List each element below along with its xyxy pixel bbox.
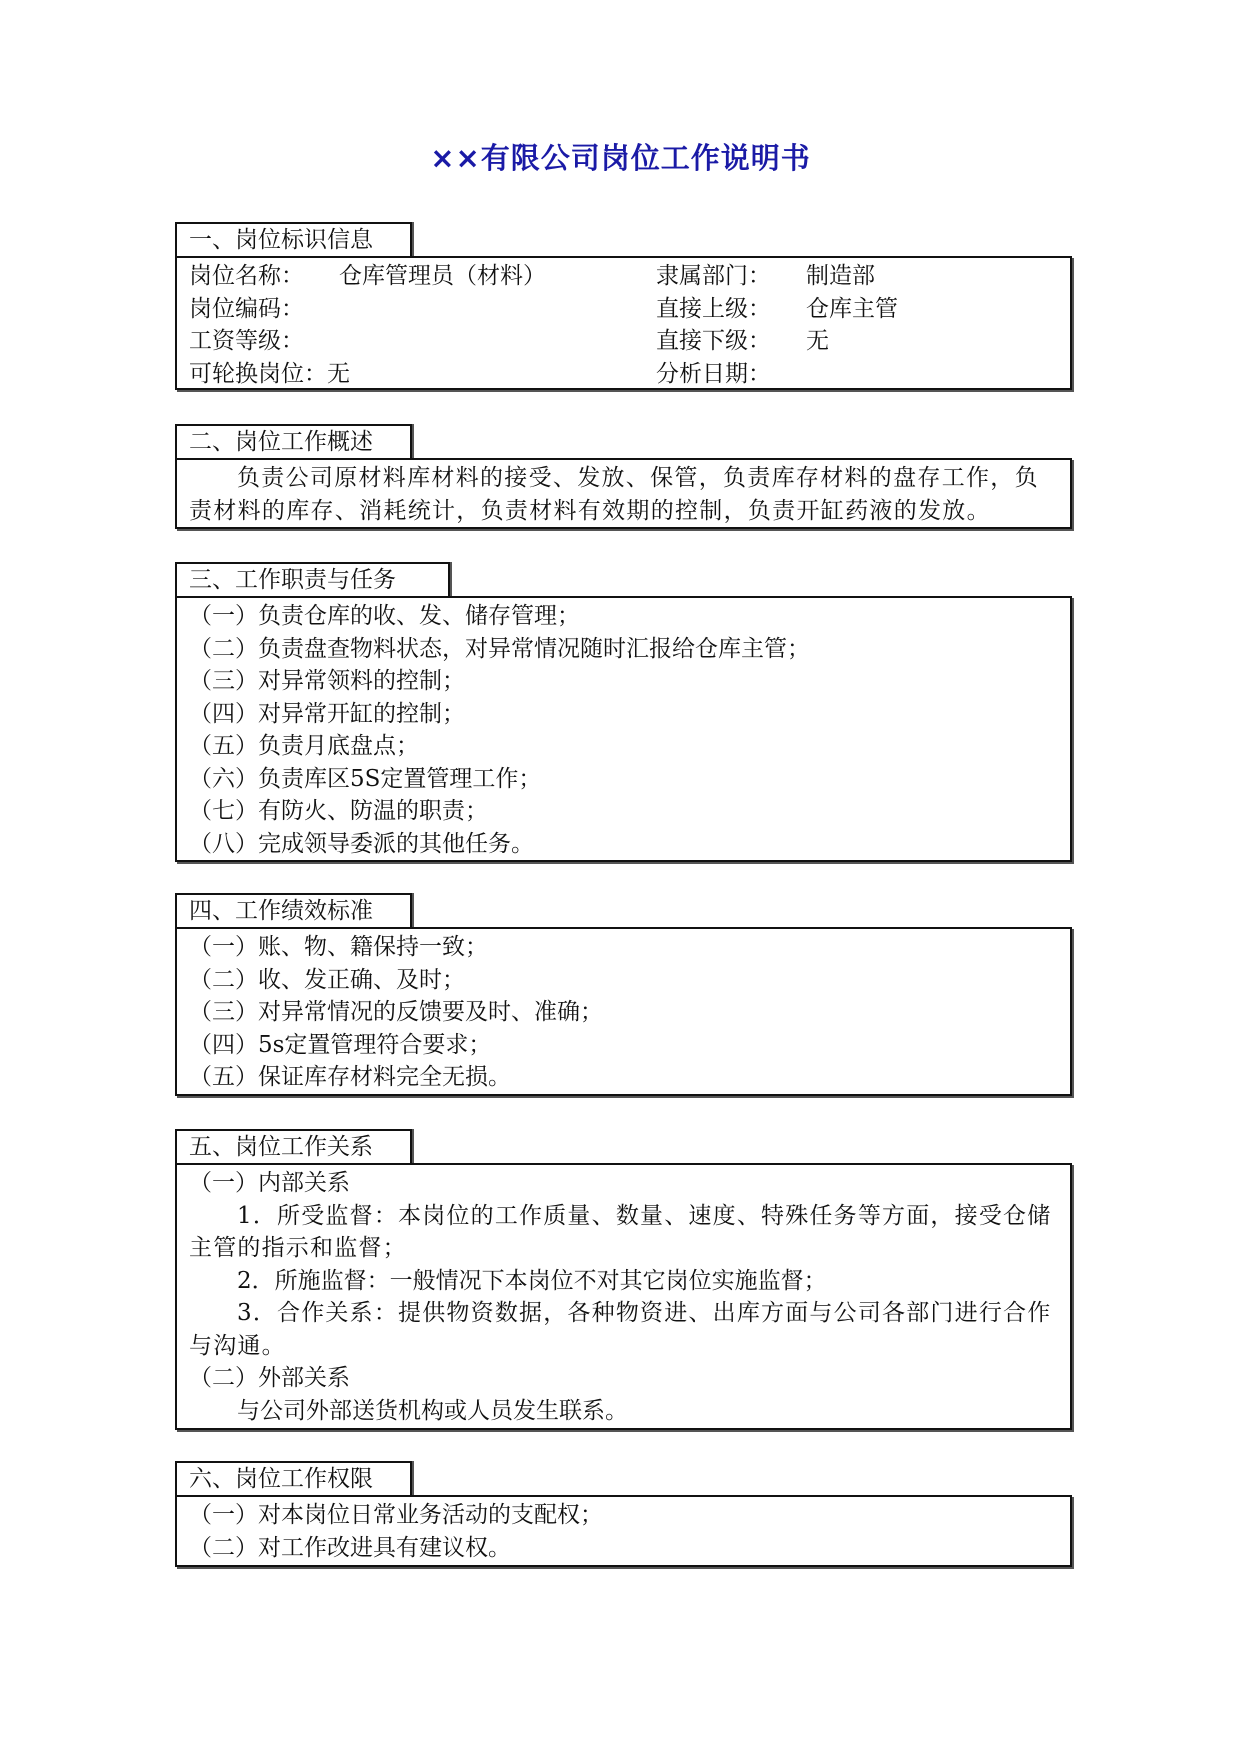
field-label: 隶属部门： [656,263,771,289]
field-value: 仓库主管 [806,295,898,322]
standard-item: （一）账、物、籍保持一致； [189,934,488,960]
duty-item: （一）负责仓库的收、发、储存管理； [189,603,580,629]
section-6-box [175,1495,1072,1567]
duty-item: （四）对异常开缸的控制； [189,700,465,727]
relation-paragraph: 与公司外部送货机构或人员发生联系。 [237,1397,628,1424]
section-5-box [175,1163,1072,1430]
duty-item: （七）有防火、防温的职责； [189,798,488,824]
field-label: 直接上级： [656,295,771,322]
section-3-box [175,596,1072,862]
section-3-heading: 三、工作职责与任务 [175,562,450,597]
section-1-heading: 一、岗位标识信息 [175,222,412,257]
info-row [189,325,1058,358]
authority-item: （二）对工作改进具有建议权。 [189,1534,511,1561]
info-row [189,293,1058,326]
authority-item: （一）对本岗位日常业务活动的支配权； [189,1502,603,1528]
field-label: 工资等级： [189,328,304,354]
info-row [189,260,1058,293]
duty-item: （八）完成领导委派的其他任务。 [189,830,534,857]
summary-paragraph: 负责公司原材料库材料的接受、发放、保管，负责库存材料的盘存工作，负责材料的库存、消耗统计，负责材料有效期的控制，负责开缸药液的发放。 [189,465,1039,524]
field-label: 岗位名称： [189,263,304,289]
section-2-heading: 二、岗位工作概述 [175,424,412,459]
duty-item: （二）负责盘查物料状态，对异常情况随时汇报给仓库主管； [189,635,810,662]
relation-heading-internal: （一）内部关系 [189,1170,350,1196]
duty-item: （三）对异常领料的控制； [189,668,465,694]
standard-item: （五）保证库存材料完全无损。 [189,1064,511,1090]
section-4-box [175,927,1072,1096]
relation-paragraph: 2．所施监督：一般情况下本岗位不对其它岗位实施监督； [237,1267,827,1294]
section-4-heading: 四、工作绩效标准 [175,893,412,928]
relation-paragraph: 3．合作关系：提供物资数据，各种物资进、出库方面与公司各部门进行合作与沟通。 [189,1300,1052,1359]
field-label: 可轮换岗位：无 [189,360,350,387]
duty-item: （六）负责库区5S定置管理工作； [189,765,542,792]
section-5-heading: 五、岗位工作关系 [175,1129,412,1164]
field-label: 分析日期： [656,360,771,387]
page-title: ××有限公司岗位工作说明书 [430,141,811,175]
info-row [189,358,1058,391]
section-1-box [175,256,1072,390]
standard-item: （四）5s定置管理符合要求； [189,1031,492,1058]
relation-paragraph: 1．所受监督：本岗位的工作质量、数量、速度、特殊任务等方面，接受仓储主管的指示和监督； [189,1202,1052,1261]
section-2-box [175,458,1072,529]
duty-item: （五）负责月底盘点； [189,733,419,759]
field-value: 制造部 [806,263,875,289]
field-label: 直接下级： [656,328,771,354]
section-6-heading: 六、岗位工作权限 [175,1461,412,1496]
field-value: 无 [806,328,829,354]
field-label: 岗位编码： [189,295,304,322]
standard-item: （二）收、发正确、及时； [189,966,465,993]
field-value: 仓库管理员（材料） [339,263,546,289]
relation-heading-external: （二）外部关系 [189,1365,350,1391]
standard-item: （三）对异常情况的反馈要及时、准确； [189,999,603,1025]
